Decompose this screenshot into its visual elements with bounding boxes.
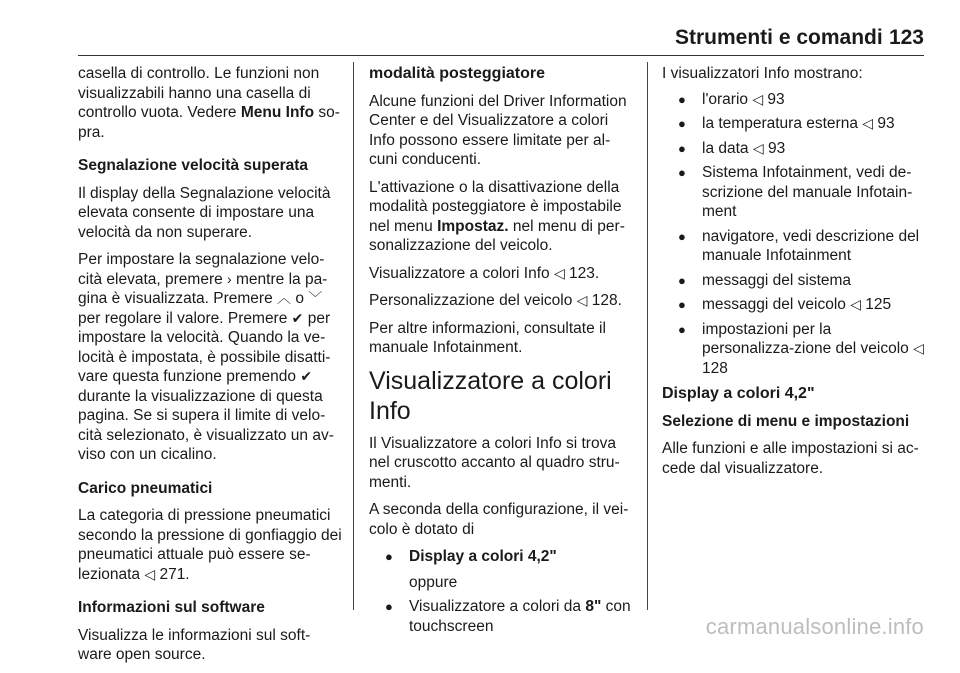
column-divider-2 [647, 62, 648, 610]
column-divider-1 [353, 62, 354, 610]
page-ref-link[interactable]: 93 [763, 139, 786, 157]
bullet-icon: ● [678, 297, 686, 312]
page-ref-link[interactable]: 128 [702, 359, 728, 377]
watermark: carmanualsonline.info [705, 614, 924, 639]
paragraph: Il Visualizzatore a colori Info si trova nel cruscotto accanto al quadro stru-menti. [369, 434, 620, 491]
page-number: 123 [888, 26, 924, 49]
list-item [662, 139, 926, 159]
list-item [662, 271, 926, 291]
text: nel menu di per-sonalizzazione del veicolo. [369, 217, 625, 254]
bullet-icon: ● [678, 116, 686, 131]
list-item [369, 597, 635, 636]
paragraph: Alcune funzioni del Driver Information Center e del Visualizzatore a colori Info possono essere limitate per al-cuni conducenti. [369, 92, 627, 168]
paragraph [369, 178, 635, 256]
check-icon: ✔ [291, 309, 304, 326]
paragraph: Il display della Segnalazione velocità elevata consente di impostare una velocità da non superare. [78, 184, 331, 241]
heading-valet-mode: modalità posteggiatore [369, 65, 546, 82]
chevron-right-icon: › [227, 270, 232, 287]
page-ref-link[interactable]: 271. [155, 565, 190, 583]
list-item [662, 90, 926, 110]
bullet-icon: ● [678, 228, 686, 244]
text: la data [702, 139, 753, 157]
page-ref-icon: ◁ [862, 115, 874, 131]
page-ref-link[interactable]: 93 [763, 90, 785, 108]
display-options-list [369, 547, 635, 636]
text: per impostare la velocità. Quando la ve-locità è impostata, è possibile disatti-vare questa funzione premendo [78, 309, 331, 385]
list-item [662, 227, 926, 266]
page-ref-icon: ◁ [850, 296, 861, 312]
text: mentre la pa-gina è visualizzata. Premere [78, 270, 328, 307]
bullet-icon: ● [678, 91, 686, 107]
text: Visualizzatore a colori Info [369, 264, 554, 282]
paragraph: Visualizza le informazioni sul soft-ware open source. [78, 626, 311, 663]
paragraph [78, 506, 342, 584]
menu-info-link[interactable]: Menu Info [240, 104, 315, 121]
text: Display a colori 4,2" [409, 548, 557, 565]
text: o [291, 290, 309, 307]
list-item [662, 114, 926, 134]
text: Sistema Infotainment, vedi de-scrizione del manuale Infotain-ment [702, 164, 913, 220]
chevron-down-icon: ﹀ [308, 290, 323, 306]
bullet-icon: ● [678, 165, 686, 180]
paragraph: Per altre informazioni, consultate il manuale Infotainment. [369, 319, 606, 356]
text: con touchscreen [409, 598, 631, 635]
list-item [369, 547, 635, 592]
text: l'orario [702, 90, 753, 108]
page-ref-icon: ◁ [576, 292, 588, 308]
subheading-menu-selection: Selezione di menu e impostazioni [662, 412, 910, 430]
page-ref-link[interactable]: 123. [564, 264, 600, 282]
list-item [662, 295, 926, 315]
bullet-icon: ● [385, 549, 393, 564]
text: Personalizzazione del veicolo [369, 292, 577, 309]
text: 8" [585, 598, 602, 615]
chevron-up-icon: ︿ [277, 290, 292, 306]
header-rule [78, 55, 924, 56]
paragraph: I visualizzatori Info mostrano: [662, 65, 863, 82]
paragraph [369, 264, 635, 284]
paragraph: A seconda della configurazione, il vei-colo è dotato di [369, 501, 629, 538]
page-ref-link[interactable]: 128. [587, 292, 622, 309]
page-ref-icon: ◁ [553, 264, 565, 281]
page-ref-link[interactable]: 93 [873, 115, 895, 132]
text: so-pra. [78, 104, 340, 141]
text: oppure [409, 573, 458, 591]
bullet-icon: ● [678, 321, 686, 337]
text: L'attivazione o la disattivazione della modalità posteggiatore è impostabile nel menu [369, 178, 622, 235]
bullet-icon: ● [385, 599, 393, 614]
heading-info-display: Visualizzatore a colori Info [369, 366, 612, 425]
bullet-icon: ● [678, 140, 686, 156]
text: La categoria di pressione pneumatici secondo la pressione di gonfiaggio dei pneumatici attuale può essere se-lezionata [78, 507, 342, 583]
paragraph: Alle funzioni e alle impostazioni si ac-cede dal visualizzatore. [662, 440, 919, 477]
text: casella di controllo. Le funzioni non visualizzabili hanno una casella di controllo vuota. Vedere [78, 65, 320, 121]
column-2 [369, 64, 635, 642]
page-ref-icon: ◁ [913, 340, 924, 356]
list-item [662, 163, 926, 222]
section-title: Strumenti e comandi [675, 26, 883, 49]
bullet-icon: ● [678, 272, 686, 288]
list-item [662, 320, 926, 379]
text: messaggi del veicolo [702, 296, 851, 313]
info-display-list [662, 90, 926, 379]
paragraph [369, 291, 635, 311]
heading-color-display: Display a colori 4,2" [662, 385, 815, 402]
page-header [78, 26, 924, 54]
column-1 [78, 64, 342, 673]
page-ref-icon: ◁ [752, 139, 764, 156]
paragraph [78, 64, 342, 142]
settings-menu-link[interactable]: Impostaz. [437, 217, 509, 235]
subheading-software-info: Informazioni sul software [78, 599, 265, 616]
page-ref-icon: ◁ [752, 90, 764, 107]
check-icon: ✔ [300, 368, 313, 384]
text: per regolare il valore. Premere [78, 309, 292, 327]
column-3 [662, 64, 926, 486]
text: impostazioni per la personalizza-zione del veicolo [702, 320, 914, 357]
paragraph [78, 250, 342, 465]
text: durante la visualizzazione di questa pagina. Se si supera il limite di velo-cità selezionato, è visualizzato un av-viso con un cicalino. [78, 387, 334, 463]
text: messaggi del sistema [702, 271, 852, 289]
page-ref-link[interactable]: 125 [860, 296, 892, 313]
text: Per impostare la segnalazione velo-cità elevata, premere [78, 251, 325, 288]
text: la temperatura esterna [702, 115, 863, 132]
page-ref-icon: ◁ [144, 565, 156, 582]
subheading-speed-warning: Segnalazione velocità superata [78, 157, 309, 174]
subheading-tyre-load: Carico pneumatici [78, 479, 213, 497]
text: Visualizzatore a colori da [409, 598, 586, 615]
text: navigatore, vedi descrizione del manuale Infotainment [702, 227, 920, 264]
